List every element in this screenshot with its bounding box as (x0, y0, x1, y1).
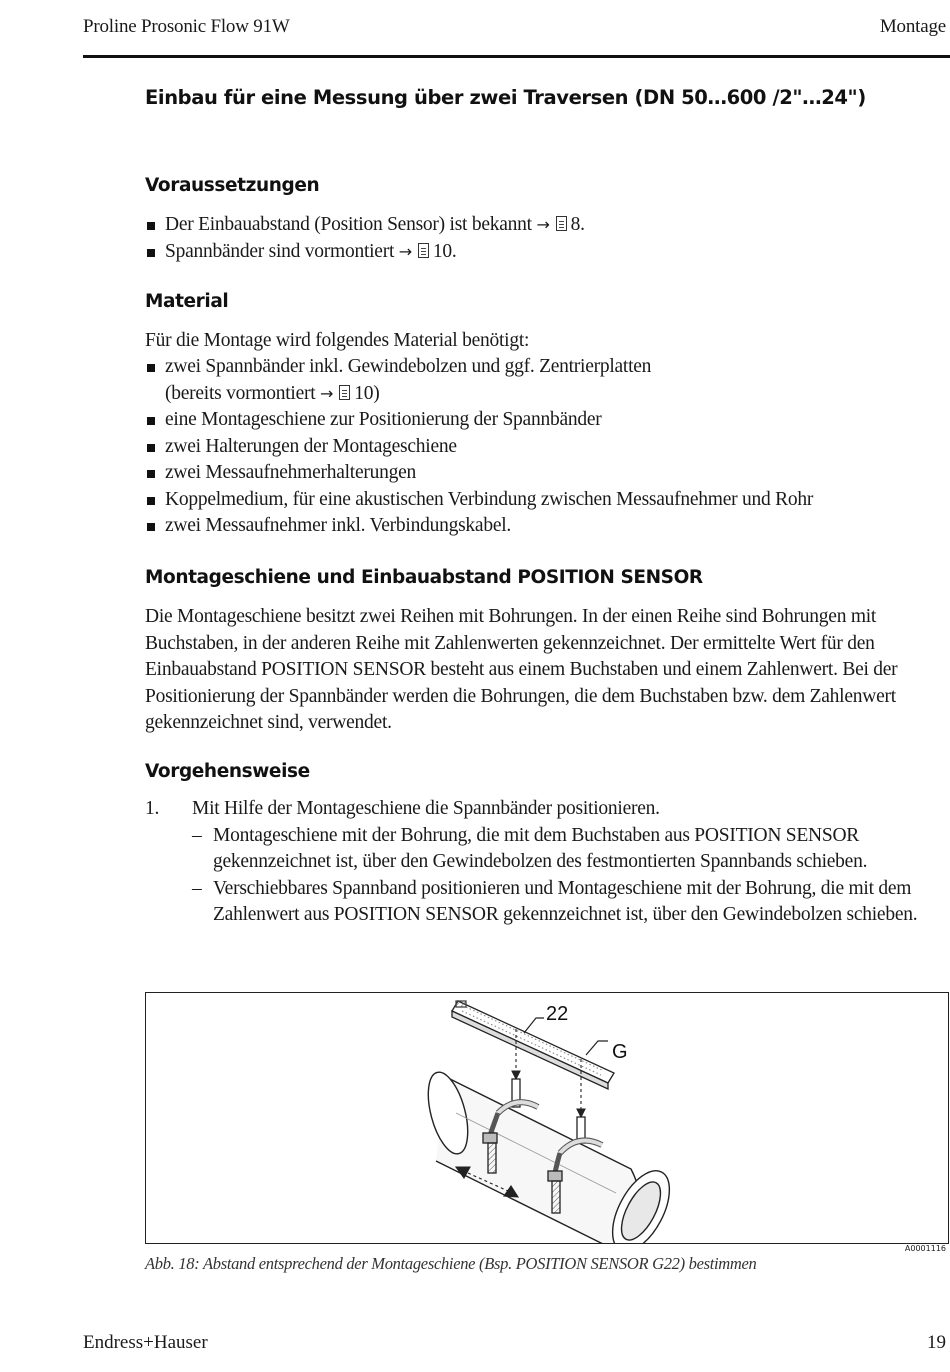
figure-caption (145, 1254, 757, 1274)
arrow-right-icon: → (536, 215, 550, 234)
label-22: 22 (546, 1003, 569, 1025)
header-rule (83, 55, 950, 58)
page-ref-number[interactable]: 8. (570, 214, 585, 235)
list-item: zwei Spannbänder inkl. Gewindebolzen und ggf. Zentrierplatten (bereits vormontiert → 10) (145, 354, 950, 407)
footer-company: Endress+Hauser (83, 1332, 208, 1353)
page-reference-icon (556, 216, 567, 231)
list-item: Koppelmedium, für eine akustischen Verbindung zwischen Messaufnehmer und Rohr (145, 487, 950, 514)
header-section-name: Montage (879, 16, 946, 37)
list-item: Der Einbauabstand (Position Sensor) ist bekannt → 8. (145, 212, 950, 239)
arrow-right-icon: → (398, 241, 412, 261)
voraussetzungen-heading: Voraussetzungen (145, 175, 320, 196)
mounting-rail (452, 1001, 614, 1089)
vorgehensweise-heading: Vorgehensweise (145, 761, 310, 782)
figure-id: A0001116 (904, 1244, 946, 1253)
steps-list (145, 796, 950, 929)
page-ref-number[interactable]: 10. (432, 240, 457, 262)
montageschiene-paragraph: Die Montageschiene besitzt zwei Reihen mit Bohrungen. In der einen Reihe sind Bohrungen mit Buchstaben, in der anderen Reihe mit Zahlenwerten gekennzeichnet. Der ermittelte Wert für den Einbauabstand POSITION SENSOR besteht aus einem Buchstaben und einem Zahlenwert. Bei der Positionierung der Spannbänder werden die Bohrungen, die dem Buchstaben bzw. dem Zahlenwert gekennzeichnet sind, verwendet. (145, 606, 898, 733)
page-ref-number[interactable]: 10) (354, 382, 380, 404)
montageschiene-heading: Montageschiene und Einbauabstand POSITION SENSOR (145, 567, 703, 588)
arrow-right-icon: → (320, 383, 334, 403)
caption-number: Abb. 18: (145, 1254, 200, 1273)
pipe (421, 1068, 681, 1243)
sub-steps (192, 823, 950, 929)
page-reference-icon (339, 385, 350, 400)
list-item: eine Montageschiene zur Positionierung der Spannbänder (145, 407, 950, 434)
voraussetzungen-list (145, 212, 950, 265)
step-text: Mit Hilfe der Montageschiene die Spannbänder positionieren. (192, 798, 660, 819)
sub-step-item: – Verschiebbares Spannband positionieren und Montageschiene mit der Bohrung, die mit dem Zahlenwert aus POSITION SENSOR gekennzeichnet ist, über den Gewindebolzen schieben. (192, 876, 950, 929)
page-reference-icon (418, 243, 429, 258)
label-g: G (612, 1041, 628, 1063)
list-item: zwei Messaufnehmerhalterungen (145, 460, 950, 487)
step-number: 1. (145, 798, 160, 819)
step-item (145, 796, 950, 929)
header-product-name: Proline Prosonic Flow 91W (83, 16, 290, 37)
material-list (145, 354, 950, 540)
page-title: Einbau für eine Messung über zwei Traversen (DN 50…600 /2"…24") (145, 86, 866, 109)
sub-step-item: – Montageschiene mit der Bohrung, die mit dem Buchstaben aus POSITION SENSOR gekennzeichnet ist, über den Gewindebolzen des festmontierten Spannbands schieben. (192, 823, 950, 876)
mounting-illustration (146, 993, 948, 1243)
figure-frame (145, 992, 949, 1244)
material-heading: Material (145, 291, 229, 312)
list-item: zwei Messaufnehmer inkl. Verbindungskabel. (145, 513, 950, 540)
caption-text: Abstand entsprechend der Montageschiene (Bsp. POSITION SENSOR G22) bestimmen (202, 1254, 757, 1273)
list-item: zwei Halterungen der Montageschiene (145, 434, 950, 461)
list-item: Spannbänder sind vormontiert → 10. (145, 239, 950, 266)
material-intro: Für die Montage wird folgendes Material benötigt: (145, 330, 530, 351)
page-number: 19 (927, 1332, 946, 1353)
